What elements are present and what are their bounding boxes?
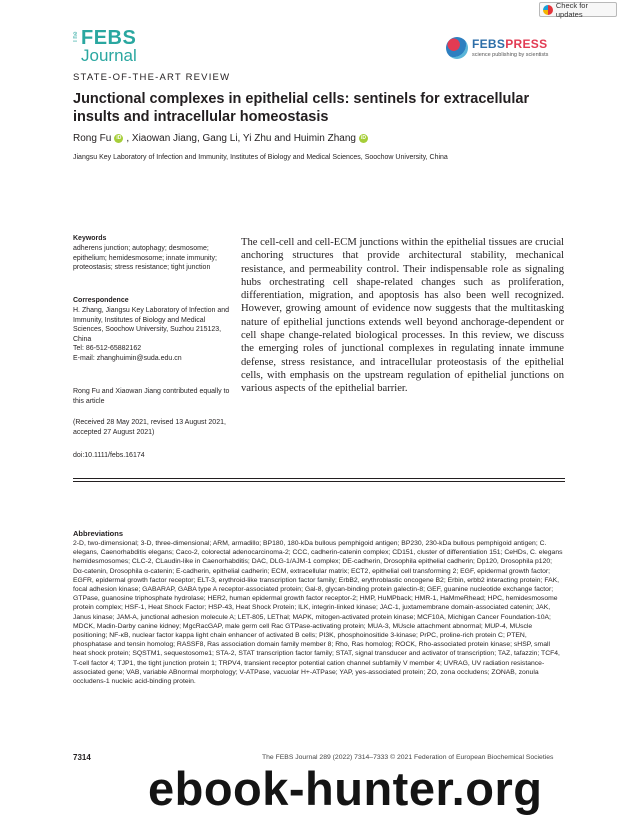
- footer-citation: The FEBS Journal 289 (2022) 7314–7333 © 2021 Federation of European Biochemical Societies: [262, 754, 554, 761]
- check-for-updates-button[interactable]: [539, 2, 617, 17]
- equal-contribution-note: Rong Fu and Xiaowan Jiang contributed equally to this article: [73, 388, 230, 405]
- keywords-list: adherens junction; autophagy; desmosome; epithelium; hemidesmosome; innate immunity; proteostasis; stress resistance; tight junction: [73, 245, 217, 272]
- journal-logo-journal: Journal: [81, 46, 137, 65]
- check-for-updates-label: Check for updates: [555, 0, 588, 19]
- abbreviations-heading: Abbreviations: [73, 529, 124, 538]
- received-dates: (Received 28 May 2021, revised 13 August 2021, accepted 27 August 2021): [73, 419, 226, 436]
- affiliation: Jiangsu Key Laboratory of Infection and Immunity, Institutes of Biology and Medical Sciences, Soochow University, China: [73, 154, 448, 161]
- orcid-icon[interactable]: iD: [116, 135, 122, 141]
- abstract: The cell-cell and cell-ECM junctions within the epithelial tissues are crucial anchoring structures that provide architectural stability, mechanical resistance, and permeability control. Their indispensable role as signaling hubs orchestrating cell shape-related changes such as proliferation, differentiation, migration, and apoptosis has also been well recognized. However, growing amount of evidence now suggests that the multitasking nature of epithelial junctions extends well beyond anchorage-dependent or cell shape change-related biological processes. In this review, we discuss the emerging roles of junctional complexes in regulating innate immune defense, stress resistance, and intracellular proteostasis of the epithelial cells, with emphasis on the upstream regulation of epithelial junctions on various aspects of the epithelial barrier.: [241, 237, 564, 395]
- correspondence-block: [73, 296, 233, 364]
- orcid-icon[interactable]: iD: [360, 135, 366, 141]
- divider-top: [73, 478, 565, 479]
- section-label: STATE-OF-THE-ART REVIEW: [73, 72, 231, 83]
- divider-bottom: [73, 481, 565, 482]
- correspondence-address: H. Zhang, Jiangsu Key Laboratory of Infection and Immunity, Institutes of Biology and Medical Sciences, Soochow University, Suzhou 215123, China: [73, 307, 230, 343]
- febs-press-logo: [446, 35, 561, 65]
- article-title: Junctional complexes in epithelial cells: sentinels for extracellular insults and intracellular homeostasis: [73, 91, 530, 125]
- keywords-heading: Keywords: [73, 235, 107, 242]
- febs-press-tagline: science publishing by scientists: [472, 52, 549, 58]
- correspondence-email[interactable]: E-mail: zhanghuimin@suda.edu.cn: [73, 354, 182, 362]
- doi-link[interactable]: doi:10.1111/febs.16174: [73, 452, 145, 459]
- correspondence-tel: Tel: 86-512-65882162: [73, 345, 142, 353]
- febs-press-name: FEBSPRESS: [472, 37, 548, 51]
- febs-journal-logo: [73, 28, 145, 68]
- crossmark-icon: [543, 5, 553, 15]
- abbreviations-text: 2-D, two-dimensional; 3-D, three-dimensional; ARM, armadillo; BP180, 180-kDa bullous pemphigoid antigen; BP230, 230-kDa bullous pemphigoid antigen; C. elegans, Caenorhabditis elegans; Caco-2, colorectal adenocarcinoma-2; CCC, cadherin-catenin complex; CD151, cluster of differentiation 151; CeHDs, C. elegans hemidesmosomes; CLC-2, CLaudin-like in Caenorhabditis; DAC, DLG-1/AJM-1 complex; DE-cadherin, Drosophila epithelial cadherin; Dp120, Drosophila p120; Dα-catenin, Drosophila α-catenin; E-cadherin, epithelial cadherin; ECM, extracellular matrix; ECT2, epithelial cell transforming 2; EGF, epidermal growth factor; EGFR, epidermal growth factor receptor; ELT-3, erythroid-like transcription factor family; ErbB2, erythroblastic oncogene B2; Erbin, erbb2 interacting protein; FAK, focal adhesion kinase; GABARAP, GABA type A receptor-associated protein; Gal-8, glycan-binding protein galectin-8; GEF, guanine nucleotide exchange factor; GTPase, guanosine triphosphate hydrolase; HER2, human epidermal growth factor receptor-2; HMP, HuMPback; HMR-1, HaMmeRhead; HPC, hemidesmosome protein complex; HSF-1, Heat Shock Factor; HSP-43, Heat Shock Protein; ILK, integrin-linked kinase; JAC-1, juxtamembrane domain-associated catenin; JAK, Janus kinase; JAM-A, junctional adhesion molecule A; LET-805, LEThal; MAPK, mitogen-activated protein kinase; MCF10A, Michigan Cancer Foundation-10A; MDCK, Madin-Darby canine kidney; MgcRacGAP, male germ cell Rac GTPase-activating protein; MUA-3, MUscle attachment abnormal; MUP-4, MUscle positioning; NF-κB, nuclear factor kappa light chain enhancer of activated B cells; PI3K, phosphoinositide 3-kinase; PrPC, proline-rich protein C; PTEN, phosphatase and tensin homolog; RASSF8, Ras association domain family member 8; Rho, Ras homolog; ROCK, Rho-associated protein kinase; sHSP, small heat shock protein; SQSTM1, sequestosome1; STA-2, STAT transcription factor family; STAT, signal transducer and activator of transcription; TAZ, tafazzin; TCF4, T-cell factor 4; TJP1, the tight junction protein 1; TRPV4, transient receptor potential cation channel subfamily V member 4; UVRAG, UV radiation resistance-associated gene; VAB, variable ABnormal morphology; V-ATPase, vacuolar H+-ATPase; YAP, yes-associated protein; ZO, zona occludens; ZONAB, zonula occludens-1 nucleic acid-binding protein.: [73, 540, 563, 686]
- journal-logo-the: The: [73, 31, 79, 43]
- febs-press-icon: [446, 37, 468, 59]
- author-first: Rong Fu: [73, 133, 112, 144]
- correspondence-heading: Correspondence: [73, 297, 129, 304]
- author-others: , Xiaowan Jiang, Gang Li, Yi Zhu and Huimin Zhang: [126, 133, 356, 144]
- page-number: 7314: [73, 753, 91, 762]
- keywords-block: [73, 234, 233, 273]
- journal-logo-febs: FEBS: [81, 27, 137, 49]
- author-list: [73, 133, 368, 144]
- watermark: ebook-hunter.org: [148, 762, 543, 815]
